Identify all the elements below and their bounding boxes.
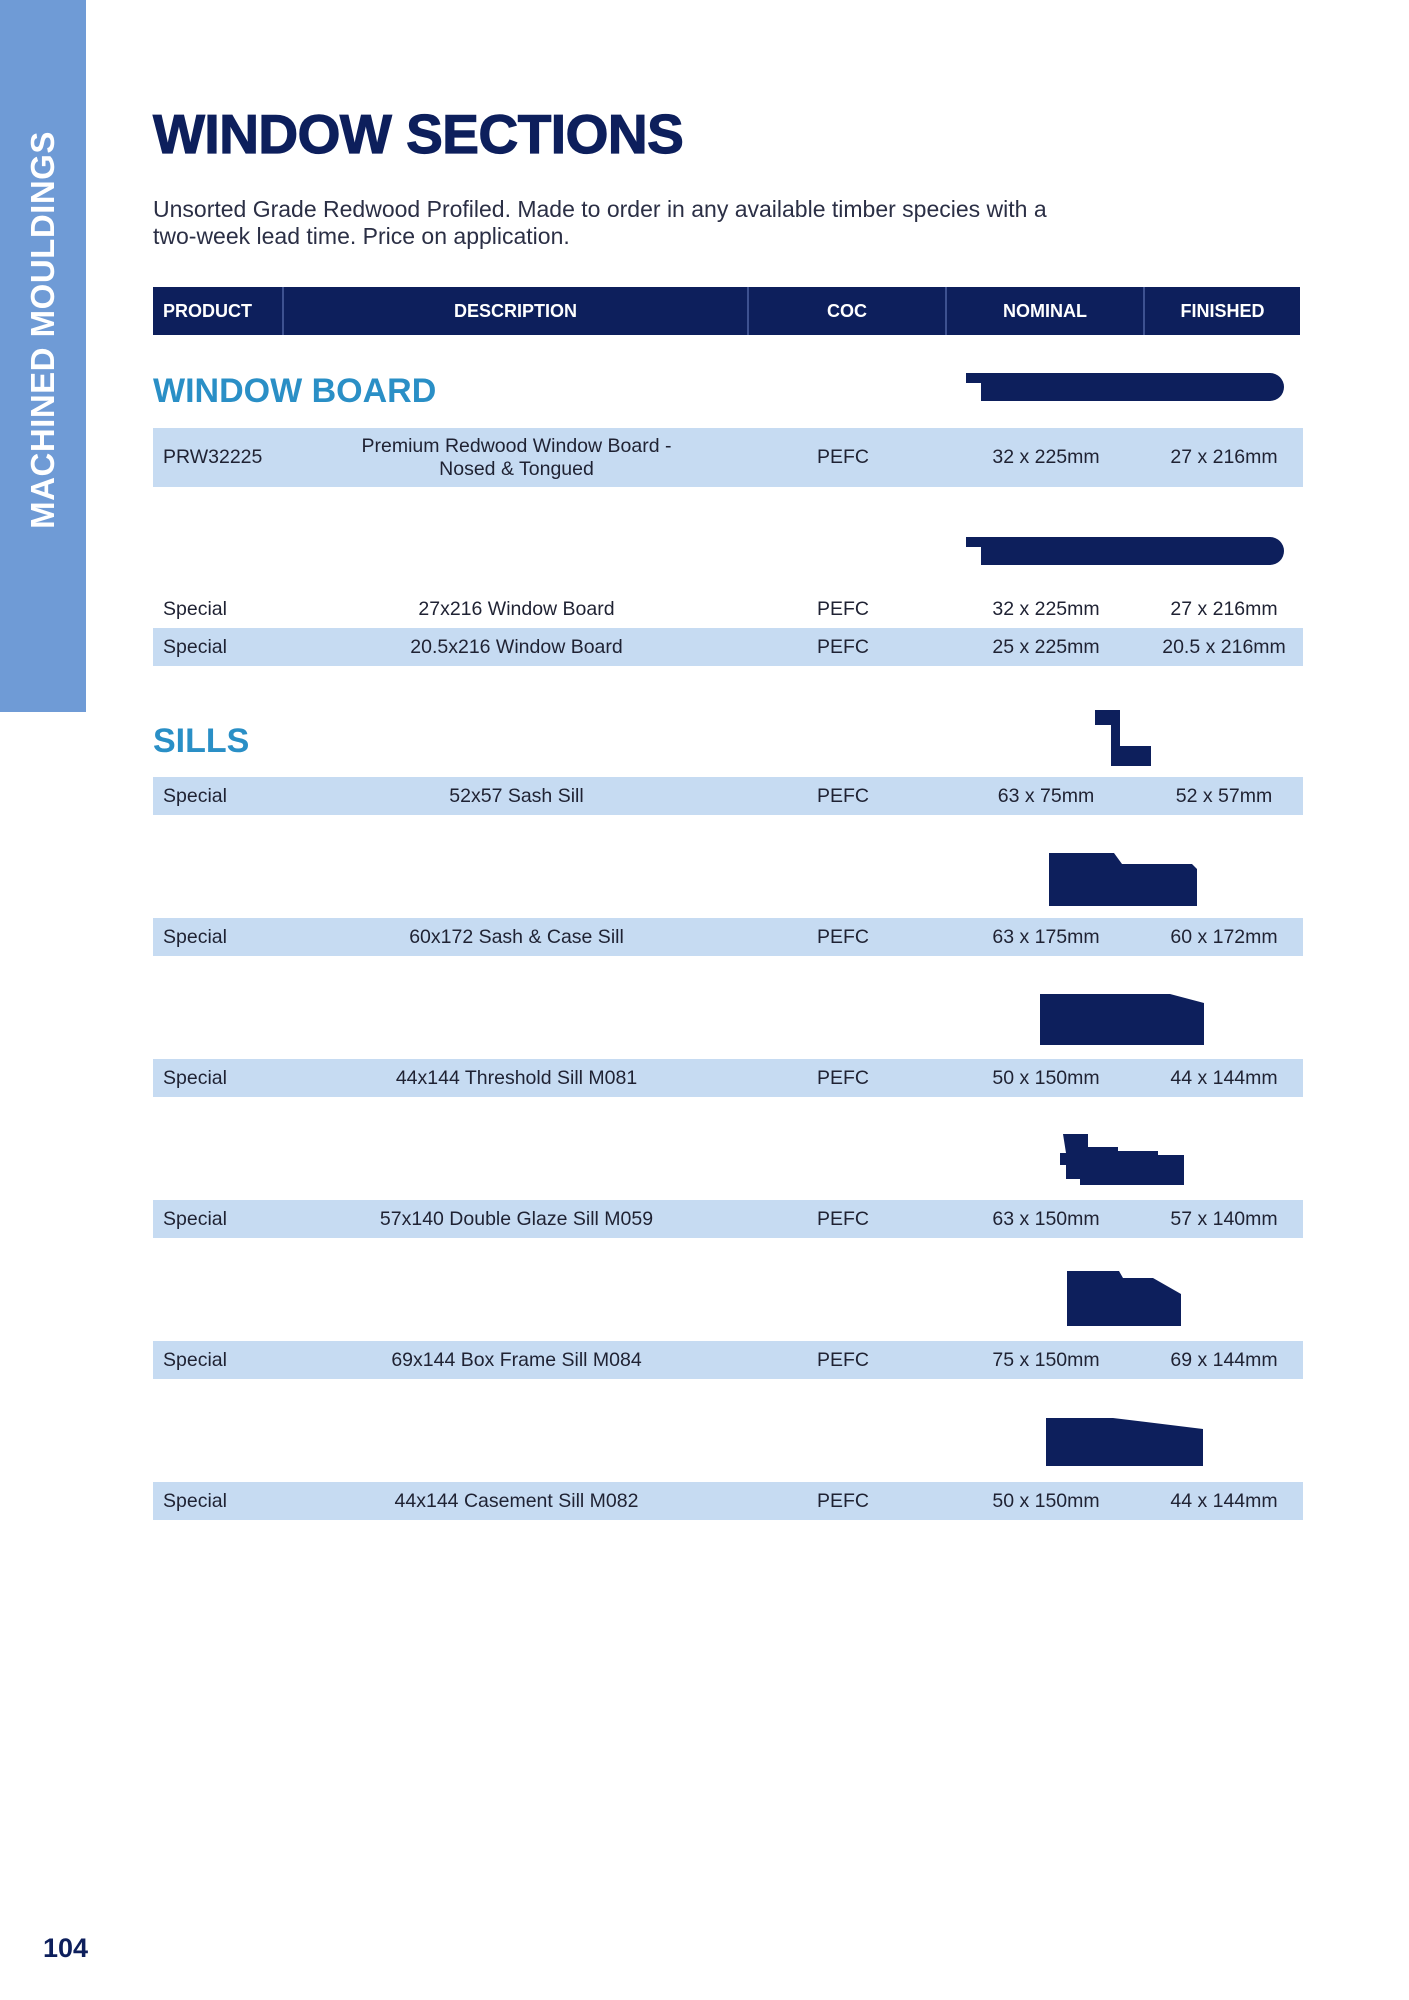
page-title: WINDOW SECTIONS [153, 103, 684, 165]
description-line-1: Premium Redwood Window Board - [361, 434, 672, 457]
nominal-size: 32 x 225mm [992, 446, 1100, 468]
nominal-size: 32 x 225mm [992, 597, 1100, 620]
coc: PEFC [816, 635, 869, 658]
table-row [153, 1200, 1303, 1238]
product-code: PRW32225 [163, 446, 263, 468]
description: 52x57 Sash Sill [449, 784, 584, 807]
product-code: Special [163, 1066, 227, 1089]
coc: PEFC [816, 784, 869, 807]
table-row [153, 590, 1303, 628]
nominal-size: 25 x 225mm [992, 635, 1100, 658]
product-code: Special [163, 1207, 227, 1230]
table-row [153, 428, 1303, 487]
casement-sill-profile-icon [1043, 1417, 1207, 1469]
description: 44x144 Casement Sill M082 [394, 1489, 639, 1512]
coc: PEFC [816, 1348, 869, 1371]
description: 44x144 Threshold Sill M081 [395, 1066, 638, 1089]
box-frame-sill-profile-icon [1063, 1270, 1187, 1328]
product-code: Special [163, 784, 227, 807]
product-code: Special [163, 635, 227, 658]
table-row [153, 1341, 1303, 1379]
nominal-size: 75 x 150mm [992, 1348, 1100, 1371]
finished-size: 20.5 x 216mm [1162, 635, 1286, 658]
table-row [153, 1059, 1303, 1097]
section-title-sills: SILLS [153, 722, 250, 760]
description: 27x216 Window Board [418, 597, 615, 620]
intro-text [153, 196, 1113, 250]
window-board-profile-icon [966, 537, 1286, 567]
description-line-2: Nosed & Tongued [439, 457, 594, 480]
description [284, 435, 749, 481]
sash-case-sill-profile-icon [1046, 852, 1198, 908]
finished-size: 44 x 144mm [1170, 1489, 1278, 1512]
nominal-size: 50 x 150mm [992, 1489, 1100, 1512]
double-glaze-sill-profile-icon [1058, 1133, 1188, 1187]
header-nominal: NOMINAL [947, 287, 1145, 335]
product-code: Special [163, 925, 227, 948]
intro-line-1: Unsorted Grade Redwood Profiled. Made to order in any available timber species with a [153, 196, 1047, 222]
table-row [153, 777, 1303, 815]
description: 60x172 Sash & Case Sill [409, 925, 624, 948]
finished-size: 52 x 57mm [1175, 784, 1273, 807]
coc: PEFC [816, 446, 869, 468]
finished-size: 69 x 144mm [1170, 1348, 1278, 1371]
coc: PEFC [816, 1207, 869, 1230]
coc: PEFC [816, 1489, 869, 1512]
page-number: 104 [43, 1933, 89, 1963]
nominal-size: 50 x 150mm [992, 1066, 1100, 1089]
nominal-size: 63 x 75mm [997, 784, 1095, 807]
coc: PEFC [816, 597, 869, 620]
header-coc: COC [749, 287, 947, 335]
sash-sill-profile-icon [1093, 710, 1157, 768]
finished-size: 27 x 216mm [1170, 446, 1278, 468]
side-tab-label: MACHINED MOULDINGS [24, 131, 61, 529]
product-code: Special [163, 1348, 227, 1371]
intro-line-2: two-week lead time. Price on application. [153, 223, 570, 249]
finished-size: 27 x 216mm [1170, 597, 1278, 620]
table-row [153, 1482, 1303, 1520]
header-product: PRODUCT [153, 287, 284, 335]
header-finished: FINISHED [1180, 301, 1265, 321]
side-tab [0, 0, 86, 712]
table-header [153, 287, 1300, 335]
coc: PEFC [816, 1066, 869, 1089]
description: 69x144 Box Frame Sill M084 [391, 1348, 642, 1371]
product-code: Special [163, 597, 227, 620]
section-title-window-board: WINDOW BOARD [153, 372, 437, 410]
finished-size: 60 x 172mm [1170, 925, 1278, 948]
header-description: DESCRIPTION [284, 287, 749, 335]
coc: PEFC [816, 925, 869, 948]
finished-size: 57 x 140mm [1170, 1207, 1278, 1230]
table-row [153, 628, 1303, 666]
threshold-sill-profile-icon [1038, 993, 1208, 1047]
nominal-size: 63 x 150mm [992, 1207, 1100, 1230]
product-code: Special [163, 1489, 227, 1512]
table-row [153, 918, 1303, 956]
nominal-size: 63 x 175mm [992, 925, 1100, 948]
description: 57x140 Double Glaze Sill M059 [379, 1207, 654, 1230]
finished-size: 44 x 144mm [1170, 1066, 1278, 1089]
window-board-profile-icon [966, 373, 1286, 403]
description: 20.5x216 Window Board [410, 635, 623, 658]
